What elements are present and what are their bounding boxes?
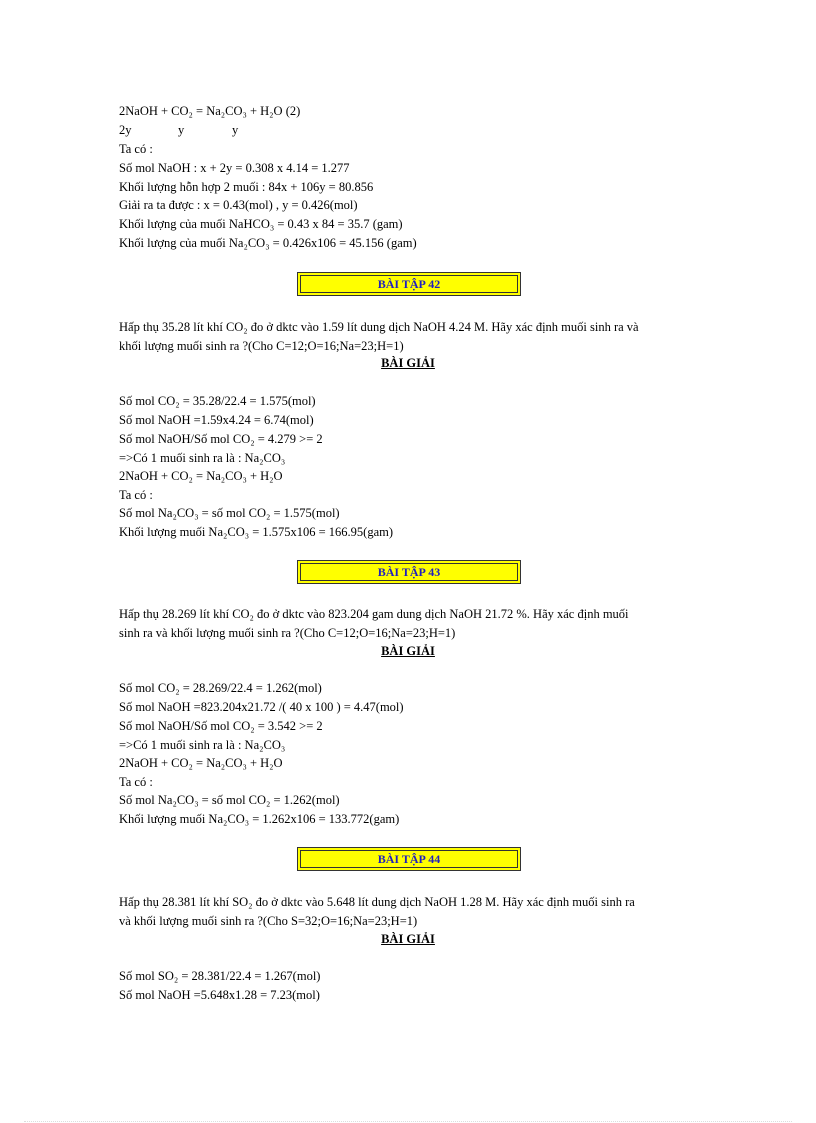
coefficient-2y: 2y: [119, 123, 132, 137]
text-line: Ta có :: [119, 775, 153, 789]
text-line: Giải ra ta được : x = 0.43(mol) , y = 0.426(mol): [119, 198, 358, 212]
text-line: Số mol NaOH/Số mol CO₂ = 4.279 >= 2: [119, 432, 323, 446]
text-line: Ta có :: [119, 488, 153, 502]
equation-line: 2NaOH + CO₂ = Na₂CO₃ + H₂O: [119, 469, 283, 483]
question-line: và khối lượng muối sinh ra ?(Cho S=32;O=16;Na=23;H=1): [119, 914, 418, 928]
exercise-title-box: [297, 847, 521, 871]
text-line: =>Có 1 muối sinh ra là : Na₂CO₃: [119, 738, 286, 752]
text-line: Số mol CO₂ = 28.269/22.4 = 1.262(mol): [119, 681, 322, 695]
text-line: Số mol Na₂CO₃ = số mol CO₂ = 1.575(mol): [119, 506, 340, 520]
text-line: Số mol NaOH =1.59x4.24 = 6.74(mol): [119, 413, 314, 427]
text-line: Số mol SO₂ = 28.381/22.4 = 1.267(mol): [119, 969, 321, 983]
exercise-title: BÀI TẬP 42: [377, 277, 441, 291]
exercise-title: BÀI TẬP 43: [377, 565, 441, 579]
text-line: Khối lượng của muối Na₂CO₃ = 0.426x106 = 45.156 (gam): [119, 236, 417, 250]
text-line: Số mol NaOH =5.648x1.28 = 7.23(mol): [119, 988, 320, 1002]
question-line: khối lượng muối sinh ra ?(Cho C=12;O=16;Na=23;H=1): [119, 339, 404, 353]
text-line: Khối lượng của muối NaHCO₃ = 0.43 x 84 = 35.7 (gam): [119, 217, 403, 231]
solution-heading: BÀI GIẢI: [381, 932, 435, 946]
exercise-title-box: [297, 560, 521, 584]
text-line: Số mol Na₂CO₃ = số mol CO₂ = 1.262(mol): [119, 793, 340, 807]
text-line: Ta có :: [119, 142, 153, 156]
question-line: sinh ra và khối lượng muối sinh ra ?(Cho C=12;O=16;Na=23;H=1): [119, 626, 456, 640]
coefficient-y: y: [178, 123, 185, 137]
question-line: Hấp thụ 35.28 lít khí CO₂ đo ở dktc vào 1.59 lít dung dịch NaOH 4.24 M. Hãy xác định muối sinh ra và: [119, 320, 639, 334]
equation-line: 2NaOH + CO₂ = Na₂CO₃ + H₂O: [119, 756, 283, 770]
exercise-title: BÀI TẬP 44: [377, 852, 441, 866]
text-line: Số mol NaOH/Số mol CO₂ = 3.542 >= 2: [119, 719, 323, 733]
text-line: Khối lượng muối Na₂CO₃ = 1.262x106 = 133.772(gam): [119, 812, 400, 826]
text-line: Khối lượng hỗn hợp 2 muối : 84x + 106y = 80.856: [119, 180, 374, 194]
text-line: Số mol NaOH =823.204x21.72 /( 40 x 100 ) = 4.47(mol): [119, 700, 404, 714]
text-line: Khối lượng muối Na₂CO₃ = 1.575x106 = 166.95(gam): [119, 525, 394, 539]
solution-heading: BÀI GIẢI: [381, 356, 435, 370]
text-line: Số mol NaOH : x + 2y = 0.308 x 4.14 = 1.277: [119, 161, 350, 175]
question-line: Hấp thụ 28.269 lít khí CO₂ đo ở dktc vào 823.204 gam dung dịch NaOH 21.72 %. Hãy xác định muối: [119, 607, 629, 621]
page-bottom-divider: [24, 1121, 792, 1122]
coefficient-y: y: [232, 123, 239, 137]
exercise-title-box: [297, 272, 521, 296]
text-line: Số mol CO₂ = 35.28/22.4 = 1.575(mol): [119, 394, 316, 408]
text-line: =>Có 1 muối sinh ra là : Na₂CO₃: [119, 451, 286, 465]
question-line: Hấp thụ 28.381 lít khí SO₂ đo ở dktc vào 5.648 lít dung dịch NaOH 1.28 M. Hãy xác định muối sinh ra: [119, 895, 635, 909]
equation-line: 2NaOH + CO₂ = Na₂CO₃ + H₂O (2): [119, 104, 301, 118]
solution-heading: BÀI GIẢI: [381, 644, 435, 658]
